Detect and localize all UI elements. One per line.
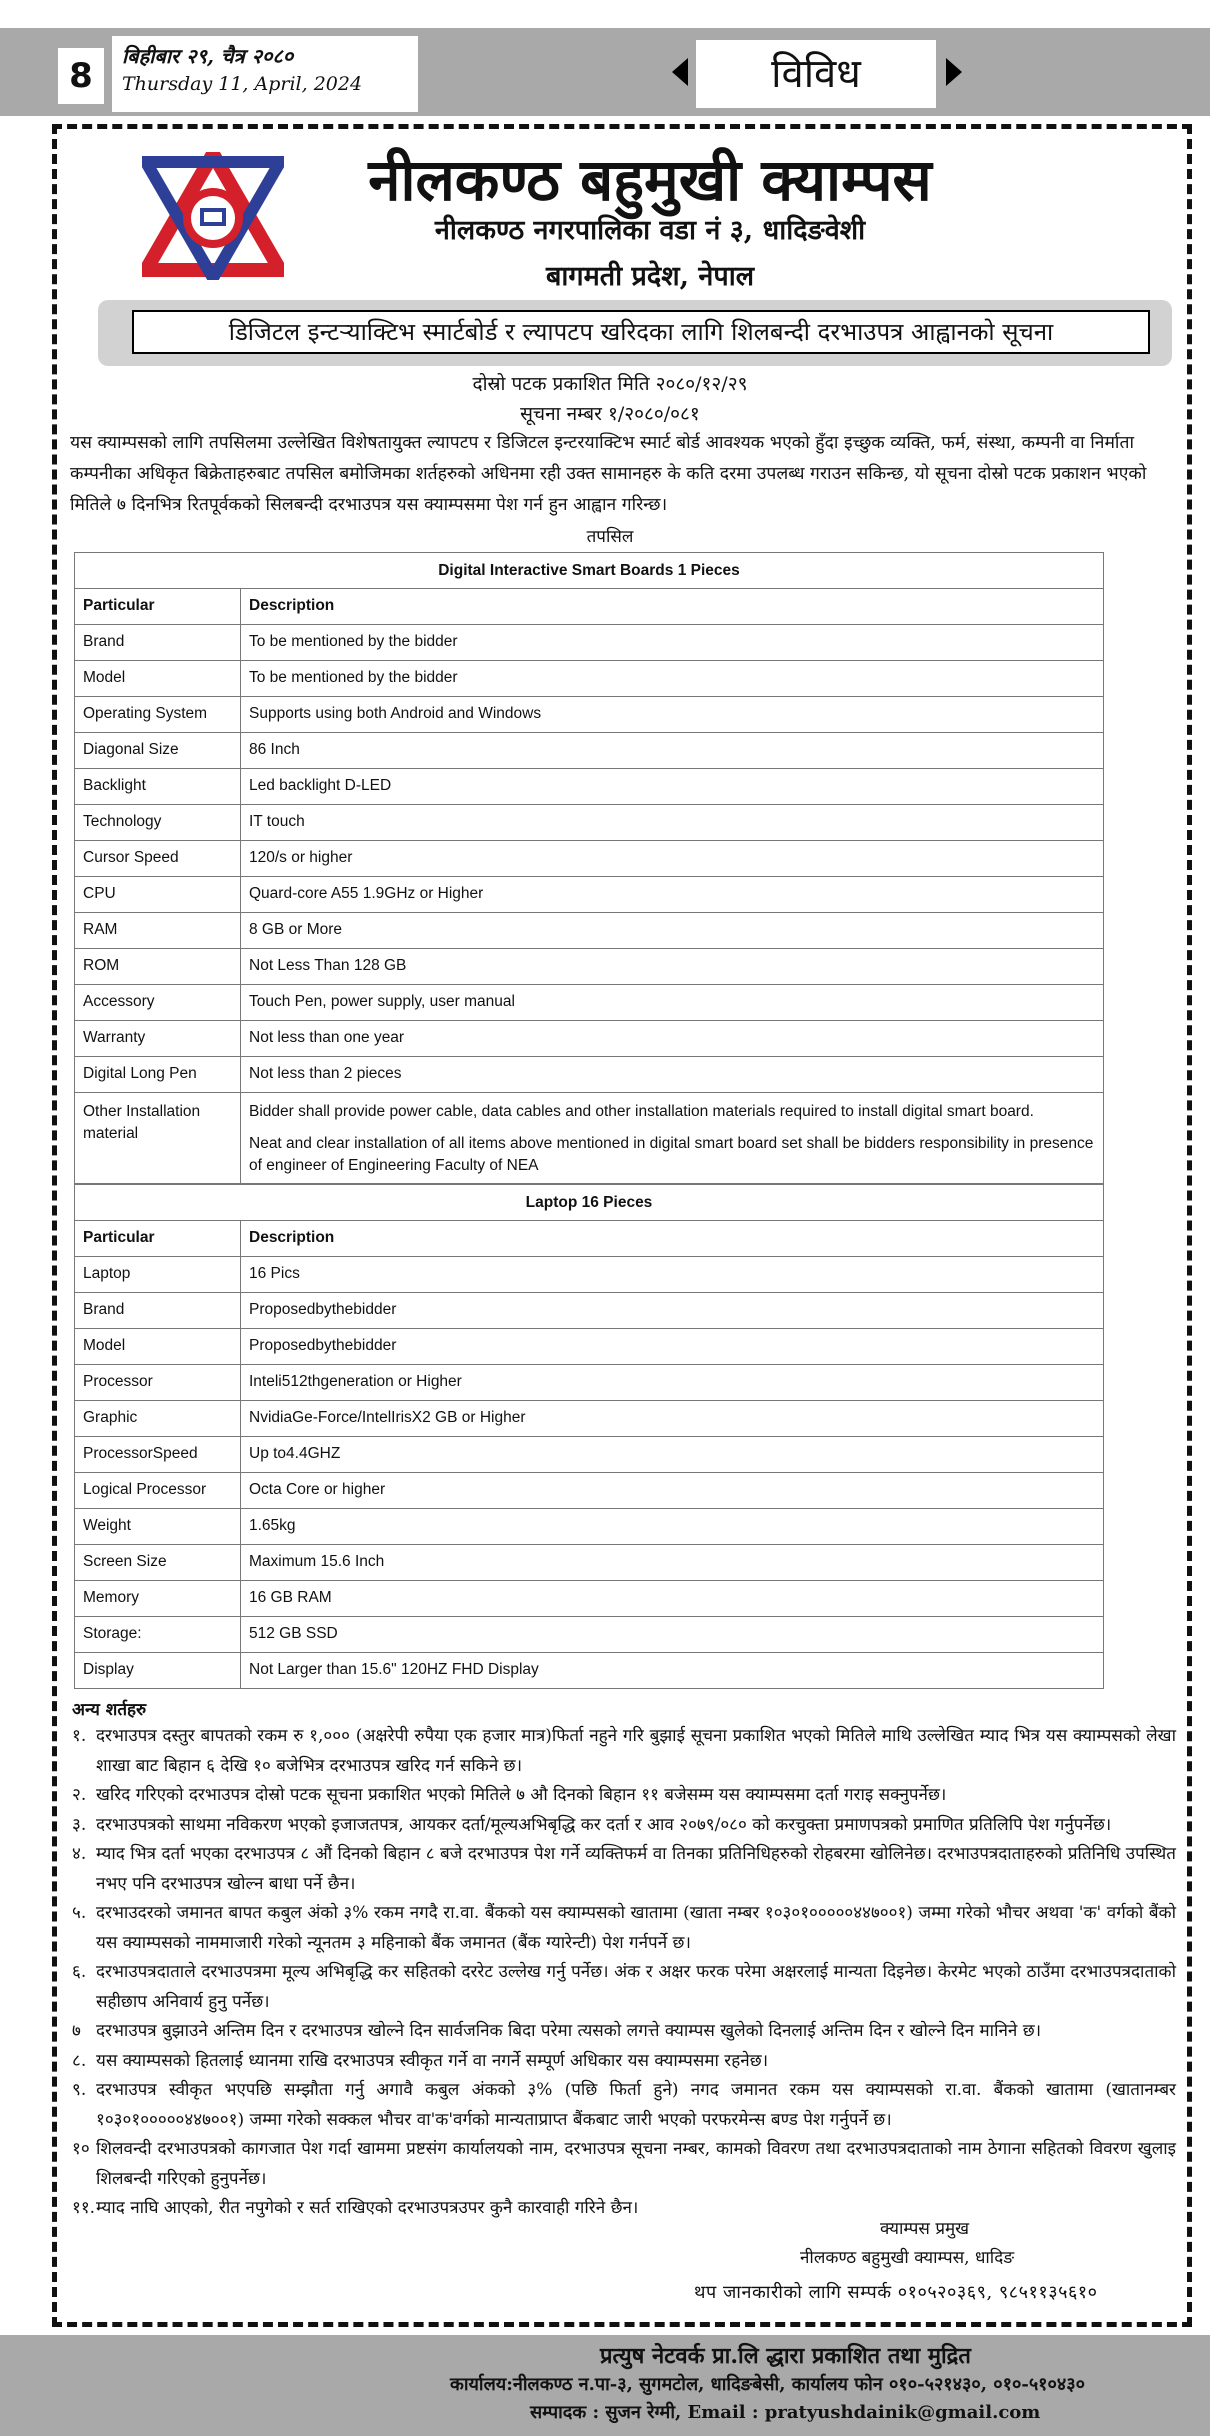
- term-number: ८.: [72, 2050, 87, 2071]
- table-row: [75, 1545, 1104, 1581]
- cell-particular: Brand: [75, 625, 241, 661]
- term-number: ४.: [72, 1844, 87, 1864]
- table-row: [75, 949, 1104, 985]
- term-item: [72, 1781, 1176, 1811]
- cell-particular: Screen Size: [75, 1545, 241, 1581]
- term-item: [72, 1899, 1176, 1958]
- table-row: [75, 1509, 1104, 1545]
- table-row: [75, 913, 1104, 949]
- cell-description: Octa Core or higher: [241, 1473, 1104, 1509]
- cell-description: 86 Inch: [241, 733, 1104, 769]
- term-text: दरभाउपत्र बुझाउने अन्तिम दिन र दरभाउपत्र खोल्ने दिन सार्वजनिक बिदा परेमा त्यसको लगत्ते क्याम्पस खुलेको दिनलाई अन्तिम दिन र खोल्ने दिन मानिने छ।: [96, 2021, 1042, 2041]
- table-row: [75, 1365, 1104, 1401]
- cell-description: 120/s or higher: [241, 841, 1104, 877]
- cell-description: Led backlight D-LED: [241, 769, 1104, 805]
- table-row: [75, 1437, 1104, 1473]
- term-number: ५.: [72, 1903, 87, 1923]
- cell-particular: Operating System: [75, 697, 241, 733]
- table-row: [75, 733, 1104, 769]
- cell-description: Inteli512thgeneration or Higher: [241, 1365, 1104, 1401]
- term-text: दरभाउपत्रको साथमा नविकरण भएको इजाजतपत्र, आयकर दर्ता/मूल्यअभिबृद्धि कर दर्ता र आव २०७९/०८० को करचुक्ता प्रमाणपत्रको प्रमाणित प्रतिलिपि पेश गर्नुपर्नेछ।: [96, 1814, 1112, 1835]
- cell-particular: Storage:: [75, 1617, 241, 1653]
- cell-particular: CPU: [75, 877, 241, 913]
- cell-particular: Other Installation material: [75, 1093, 241, 1184]
- cell-particular: Logical Processor: [75, 1473, 241, 1509]
- table-row: [75, 1581, 1104, 1617]
- table-title: Digital Interactive Smart Boards 1 Pieces: [75, 553, 1104, 589]
- cell-description: Supports using both Android and Windows: [241, 697, 1104, 733]
- cell-description: 8 GB or More: [241, 913, 1104, 949]
- cell-particular: Graphic: [75, 1401, 241, 1437]
- table-row: [75, 1293, 1104, 1329]
- university-logo-icon: [142, 152, 284, 280]
- notice-number: सूचना नम्बर १/२०८०/०८१: [520, 403, 700, 425]
- table-row: [75, 877, 1104, 913]
- term-item: [72, 2135, 1176, 2194]
- table-row: [75, 1093, 1104, 1184]
- term-item: [72, 2076, 1176, 2135]
- term-text: दरभाउपत्रदाताले दरभाउपत्रमा मूल्य अभिबृद्धि कर सहितको दररेट उल्लेख गर्नु पर्नेछ। अंक र अक्षर फरक परेमा अक्षरलाई मान्यता दिइनेछ। केरमेट भएको ठाउँमा दरभाउपत्रदाताको सहीछाप अनिवार्य हुनु पर्नेछ।: [96, 1962, 1176, 2012]
- cell-particular: RAM: [75, 913, 241, 949]
- smartboard-spec-table: [74, 552, 1104, 1184]
- description-paragraph: Neat and clear installation of all items above mentioned in digital smart board set shall be bidders responsibility in presence of engineer of Engineering Faculty of NEA: [249, 1135, 1094, 1174]
- footer-editor: सम्पादक : सुजन रेग्मी, Email : pratyushdainik@gmail.com: [530, 2402, 1041, 2423]
- signatory-role: क्याम्पस प्रमुख: [880, 2219, 970, 2239]
- address-line-1: नीलकण्ठ नगरपालिका वडा नं ३, धादिङवेशी: [434, 215, 866, 246]
- cell-description: Quard-core A55 1.9GHz or Higher: [241, 877, 1104, 913]
- column-header-description: Description: [241, 589, 1104, 625]
- cell-particular: Memory: [75, 1581, 241, 1617]
- term-text: दरभाउदरको जमानत बापत कबुल अंको ३% रकम नगदै रा.वा. बैंकको यस क्याम्पसको खातामा (खाता नम्बर १०३०१०००००४४७००१) जम्मा गरेको भौचर अथवा 'क' वर्गको बैंको यस क्याम्पसको नाममाजारी गरेको न्यूनतम ३ महिनाको बैंक जमानत (बैंक ग्यारेन्टी) पेश गर्नपर्ने छ।: [96, 1903, 1176, 1953]
- intro-paragraph: यस क्याम्पसको लागि तपसिलमा उल्लेखित विशेषतायुक्त ल्यापटप र डिजिटल इन्टरयाक्टिभ स्मार्ट बोर्ड आवश्यक भएको हुँदा इच्छुक व्यक्ति, फर्म, संस्था, कम्पनी वा निर्माता कम्पनीका अधिकृत बिक्रेताहरुबाट तपसिल बमोजिमका शर्तहरुको अधिनमा रही उक्त सामानहरु के कति दरमा उपलब्ध गराउन सकिन्छ, यो सूचना दोस्रो पटक प्रकाशन भएको मितिले ७ दिनभित्र रितपूर्वकको सिलबन्दी दरभाउपत्र यस क्याम्पसमा पेश गर्न हुन आह्वान गरिन्छ।: [70, 433, 1147, 515]
- table-row: [75, 841, 1104, 877]
- terms-list: [72, 1722, 1176, 2224]
- cell-particular: Brand: [75, 1293, 241, 1329]
- term-number: ७: [72, 2021, 81, 2041]
- term-text: दरभाउपत्र दस्तुर बापतको रकम रु १,००० (अक्षरेपी रुपैया एक हजार मात्र)फिर्ता नहुने गरि बुझाई सूचना प्रकाशित भएको मितिले माथि उल्लेखित म्याद भित्र यस क्याम्पसको लेखा शाखा बाट बिहान ६ देखि १० बजेभित्र दरभाउपत्र खरिद गर्न सकिने छ।: [96, 1726, 1176, 1776]
- laptop-spec-table: [74, 1184, 1104, 1689]
- table-row: [75, 1653, 1104, 1689]
- cell-particular: ROM: [75, 949, 241, 985]
- term-item: [72, 2194, 1176, 2224]
- term-number: ९.: [72, 2080, 87, 2100]
- term-number: ६.: [72, 1962, 87, 1982]
- cell-description: 16 GB RAM: [241, 1581, 1104, 1617]
- date-english: Thursday 11, April, 2024: [122, 73, 363, 95]
- campus-title: नीलकण्ठ बहुमुखी क्याम्पस: [368, 146, 932, 214]
- date-box: [112, 36, 418, 112]
- term-item: [72, 1722, 1176, 1781]
- table-row: [75, 1329, 1104, 1365]
- term-text: शिलवन्दी दरभाउपत्रको कागजात पेश गर्दा खाममा प्रष्टसंग कार्यालयको नाम, दरभाउपत्र सूचना नम्बर, कामको विवरण तथा दरभाउपत्रदाताको नाम ठेगाना सहितको विवरण खुलाइ शिलबन्दी गरिएको हुनुपर्नेछ।: [96, 2139, 1176, 2189]
- term-text: खरिद गरिएको दरभाउपत्र दोस्रो पटक सूचना प्रकाशित भएको मितिले ७ औ दिनको बिहान ११ बजेसम्म यस क्याम्पसमा दर्ता गराइ सक्नुपर्नेछ।: [96, 1785, 947, 1805]
- cell-particular: Warranty: [75, 1021, 241, 1057]
- table-title: Laptop 16 Pieces: [75, 1185, 1104, 1221]
- cell-particular: Technology: [75, 805, 241, 841]
- description-paragraph: Bidder shall provide power cable, data cables and other installation materials required to install digital smart board.: [249, 1103, 1034, 1120]
- table-row: [75, 1617, 1104, 1653]
- cell-particular: Backlight: [75, 769, 241, 805]
- term-number: ११.: [72, 2198, 96, 2218]
- cell-description: Not less than 2 pieces: [241, 1057, 1104, 1093]
- cell-description: Maximum 15.6 Inch: [241, 1545, 1104, 1581]
- section-title: विविध: [696, 40, 936, 108]
- cell-description: Not Less Than 128 GB: [241, 949, 1104, 985]
- schedule-label: तपसिल: [586, 527, 634, 547]
- cell-particular: Model: [75, 661, 241, 697]
- cell-description: Not Larger than 15.6" 120HZ FHD Display: [241, 1653, 1104, 1689]
- term-number: २.: [72, 1785, 87, 1805]
- cell-particular: Laptop: [75, 1257, 241, 1293]
- table-row: [75, 985, 1104, 1021]
- cell-particular: Display: [75, 1653, 241, 1689]
- cell-particular: Processor: [75, 1365, 241, 1401]
- table-row: [75, 1257, 1104, 1293]
- footer-office: कार्यालय:नीलकण्ठ न.पा-३, सुगमटोल, धादिङबेसी, कार्यालय फोन ०१०-५२१४३०, ०१०-५१०४३०: [450, 2374, 1085, 2395]
- cell-description: Proposedbythebidder: [241, 1293, 1104, 1329]
- column-header-description: Description: [241, 1221, 1104, 1257]
- prev-arrow-icon[interactable]: [672, 58, 688, 86]
- term-item: [72, 1958, 1176, 2017]
- cell-description: Touch Pen, power supply, user manual: [241, 985, 1104, 1021]
- cell-description: Proposedbythebidder: [241, 1329, 1104, 1365]
- term-number: १०: [72, 2139, 90, 2159]
- cell-description: To be mentioned by the bidder: [241, 625, 1104, 661]
- table-row: [75, 805, 1104, 841]
- address-line-2: बागमती प्रदेश, नेपाल: [545, 261, 755, 292]
- term-number: ३.: [72, 1814, 87, 1835]
- publish-date: दोस्रो पटक प्रकाशित मिति २०८०/१२/२९: [472, 373, 748, 395]
- table-row: [75, 1401, 1104, 1437]
- cell-particular: ProcessorSpeed: [75, 1437, 241, 1473]
- column-header-particular: Particular: [75, 589, 241, 625]
- column-header-particular: Particular: [75, 1221, 241, 1257]
- cell-particular: Model: [75, 1329, 241, 1365]
- terms-heading: अन्य शर्तहरु: [72, 1700, 147, 1720]
- next-arrow-icon[interactable]: [946, 58, 962, 86]
- cell-description: 512 GB SSD: [241, 1617, 1104, 1653]
- table-row: [75, 769, 1104, 805]
- date-nepali: बिहीबार २९, चैत्र २०८०: [122, 44, 294, 68]
- cell-particular: Accessory: [75, 985, 241, 1021]
- contact-info: थप जानकारीको लागि सम्पर्क ०१०५२०३६९, ९८५११३५६१०: [694, 2282, 1098, 2303]
- term-text: म्याद भित्र दर्ता भएका दरभाउपत्र ८ औं दिनको बिहान ८ बजे दरभाउपत्र पेश गर्ने व्यक्तिफर्म वा तिनका प्रतिनिधिहरुको रोहबरमा खोलिनेछ। दरभाउपत्रदाताहरुको प्रतिनिधि उपस्थित नभए पनि दरभाउपत्र खोल्न बाधा पर्ने छैन।: [96, 1844, 1176, 1894]
- cell-description: NvidiaGe-Force/IntelIrisX2 GB or Higher: [241, 1401, 1104, 1437]
- footer-publisher: प्रत्युष नेटवर्क प्रा.लि द्धारा प्रकाशित तथा मुद्रित: [600, 2343, 971, 2369]
- cell-particular: Cursor Speed: [75, 841, 241, 877]
- term-number: १.: [72, 1726, 87, 1746]
- cell-description: 16 Pics: [241, 1257, 1104, 1293]
- signatory-org: नीलकण्ठ बहुमुखी क्याम्पस, धादिङ: [800, 2248, 1015, 2268]
- page-number: 8: [58, 48, 104, 104]
- cell-description: To be mentioned by the bidder: [241, 661, 1104, 697]
- term-text: दरभाउपत्र स्वीकृत भएपछि सम्झौता गर्नु अगावै कबुल अंकको ३% (पछि फिर्ता हुने) नगद जमानत रकम यस क्याम्पसको रा.वा. बैंकको खातामा (खातानम्बर १०३०१०००००४४७००१) जम्मा गरेको सक्कल भौचर वा'क'वर्गको मान्यताप्राप्त बैंकबाट जारी भएको परफरमेन्स बण्ड पेश गर्नुपर्ने छ।: [96, 2080, 1176, 2130]
- table-row: [75, 625, 1104, 661]
- term-item: [72, 1811, 1176, 1841]
- term-item: [72, 2047, 1176, 2077]
- notice-subject: डिजिटल इन्टऱ्याक्टिभ स्मार्टबोर्ड र ल्यापटप खरिदका लागि शिलबन्दी दरभाउपत्र आह्वानको सूचना: [132, 310, 1150, 354]
- term-item: [72, 2017, 1176, 2047]
- table-row: [75, 1021, 1104, 1057]
- table-row: [75, 1057, 1104, 1093]
- table-row: [75, 661, 1104, 697]
- term-item: [72, 1840, 1176, 1899]
- cell-particular: Digital Long Pen: [75, 1057, 241, 1093]
- term-text: म्याद नाघि आएको, रीत नपुगेको र सर्त राखिएको दरभाउपत्रउपर कुनै कारवाही गरिने छैन।: [96, 2198, 639, 2218]
- cell-particular: Weight: [75, 1509, 241, 1545]
- cell-description: Up to4.4GHZ: [241, 1437, 1104, 1473]
- table-row: [75, 1473, 1104, 1509]
- term-text: यस क्याम्पसको हितलाई ध्यानमा राखि दरभाउपत्र स्वीकृत गर्ने वा नगर्ने सम्पूर्ण अधिकार यस क्याम्पसमा रहनेछ।: [96, 2050, 769, 2071]
- cell-description: [241, 1093, 1104, 1184]
- cell-description: Not less than one year: [241, 1021, 1104, 1057]
- cell-description: IT touch: [241, 805, 1104, 841]
- table-row: [75, 697, 1104, 733]
- cell-description: 1.65kg: [241, 1509, 1104, 1545]
- cell-particular: Diagonal Size: [75, 733, 241, 769]
